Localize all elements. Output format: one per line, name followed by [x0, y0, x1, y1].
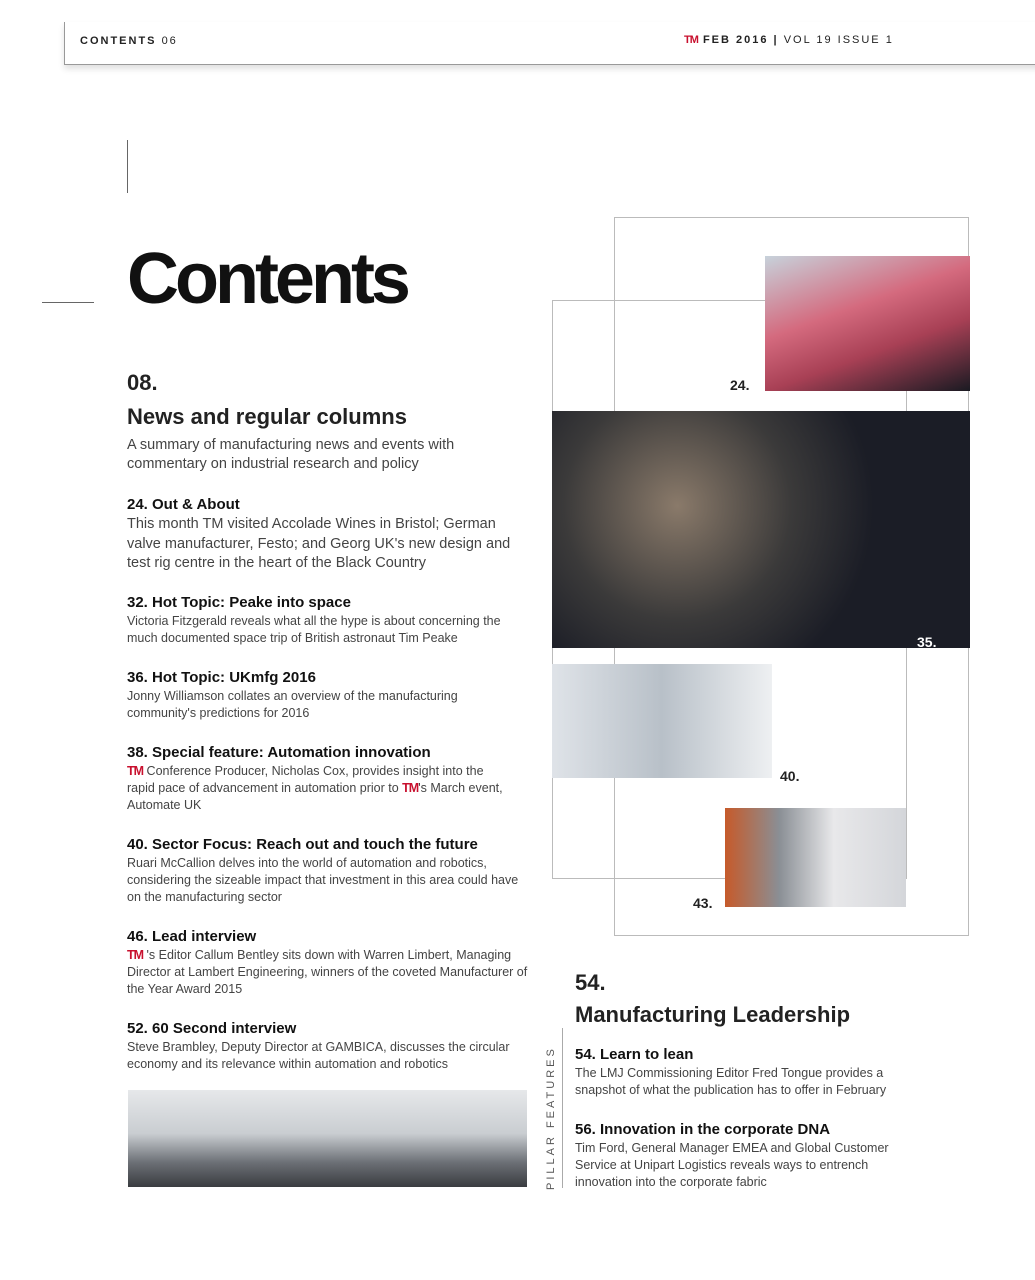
- item-title[interactable]: 36. Hot Topic: UKmfg 2016: [127, 669, 316, 686]
- page-number: 06: [161, 35, 178, 47]
- image-label: 40.: [780, 768, 800, 784]
- tm-logo: TM: [127, 948, 144, 962]
- section-title: Manufacturing Leadership: [575, 1002, 851, 1027]
- list-item[interactable]: [575, 1121, 915, 1191]
- astronaut-image: [552, 411, 970, 648]
- list-item[interactable]: [127, 594, 532, 647]
- item-desc: This month TM visited Accolade Wines in Bristol; German valve manufacturer, Festo; and Georg UK's new design and test rig centre in the heart of the Black Country: [127, 516, 511, 571]
- list-item[interactable]: [575, 1046, 915, 1099]
- image-label: 35.: [917, 634, 937, 650]
- list-item[interactable]: [127, 496, 532, 574]
- list-item[interactable]: [127, 928, 532, 998]
- item-title[interactable]: 40. Sector Focus: Reach out and touch the future: [127, 836, 478, 853]
- item-desc: The LMJ Commissioning Editor Fred Tongue provides a snapshot of what the publication has to offer in February: [575, 1066, 887, 1097]
- valve-image: [765, 256, 970, 391]
- divider: [42, 302, 94, 303]
- item-title[interactable]: 24. Out & About: [127, 496, 240, 513]
- robot-image: [552, 664, 772, 778]
- item-desc: Tim Ford, General Manager EMEA and Global Customer Service at Unipart Logistics reveals ways to entrench innovation into the corporate fabric: [575, 1141, 889, 1189]
- tm-logo: TM: [402, 781, 419, 795]
- students-image: [725, 808, 906, 907]
- image-label: 24.: [730, 377, 750, 393]
- separator: |: [773, 34, 779, 46]
- item-desc: Jonny Williamson collates an overview of the manufacturing community's predictions for 2016: [127, 689, 458, 720]
- header-issue: [684, 34, 894, 46]
- factory-image: [128, 1090, 527, 1187]
- item-desc: [127, 947, 532, 998]
- section-title: News and regular columns: [127, 404, 407, 429]
- image-label: 43.: [693, 895, 713, 911]
- item-desc: [127, 763, 512, 814]
- issue-date: FEB 2016: [702, 34, 769, 46]
- list-item[interactable]: [127, 1020, 522, 1073]
- item-title[interactable]: 32. Hot Topic: Peake into space: [127, 594, 351, 611]
- item-title[interactable]: 56. Innovation in the corporate DNA: [575, 1121, 831, 1138]
- item-desc: Victoria Fitzgerald reveals what all the hype is about concerning the much documented space trip of British astronaut Tim Peake: [127, 614, 501, 645]
- section-label: CONTENTS: [80, 35, 157, 47]
- section-number: 08.: [127, 370, 158, 395]
- list-item[interactable]: [127, 669, 507, 722]
- desc-text: 's March event, Automate UK: [127, 781, 503, 812]
- list-item[interactable]: [127, 744, 512, 814]
- page-title: Contents: [127, 239, 407, 319]
- list-item[interactable]: [127, 836, 522, 906]
- item-desc: Steve Brambley, Deputy Director at GAMBICA, discusses the circular economy and its relevance within automation and robotics: [127, 1040, 510, 1071]
- item-title[interactable]: 38. Special feature: Automation innovation: [127, 744, 431, 761]
- item-title[interactable]: 52. 60 Second interview: [127, 1020, 297, 1037]
- item-title[interactable]: 54. Learn to lean: [575, 1046, 694, 1063]
- desc-text: Conference Producer, Nicholas Cox, provides insight into the rapid pace of advancement in automation prior to: [127, 764, 484, 795]
- header-section: [80, 35, 178, 47]
- divider: [562, 1028, 563, 1188]
- item-desc: Ruari McCallion delves into the world of automation and robotics, considering the sizeable impact that investment in this area could have on the manufacturing sector: [127, 856, 519, 904]
- tm-logo: TM: [127, 764, 144, 778]
- desc-text: 's Editor Callum Bentley sits down with Warren Limbert, Managing Director at Lambert Engineering, winners of the coveted Manufacturer of the Year Award 2015: [127, 948, 528, 996]
- section-number: 54.: [575, 970, 606, 995]
- tm-logo: TM: [684, 34, 698, 46]
- pillar-label: PILLAR FEATURES: [545, 1046, 557, 1190]
- divider: [127, 140, 128, 193]
- volume: VOL 19 ISSUE 1: [783, 34, 894, 46]
- item-title[interactable]: 46. Lead interview: [127, 928, 257, 945]
- section-desc: A summary of manufacturing news and events with commentary on industrial research and policy: [127, 437, 455, 472]
